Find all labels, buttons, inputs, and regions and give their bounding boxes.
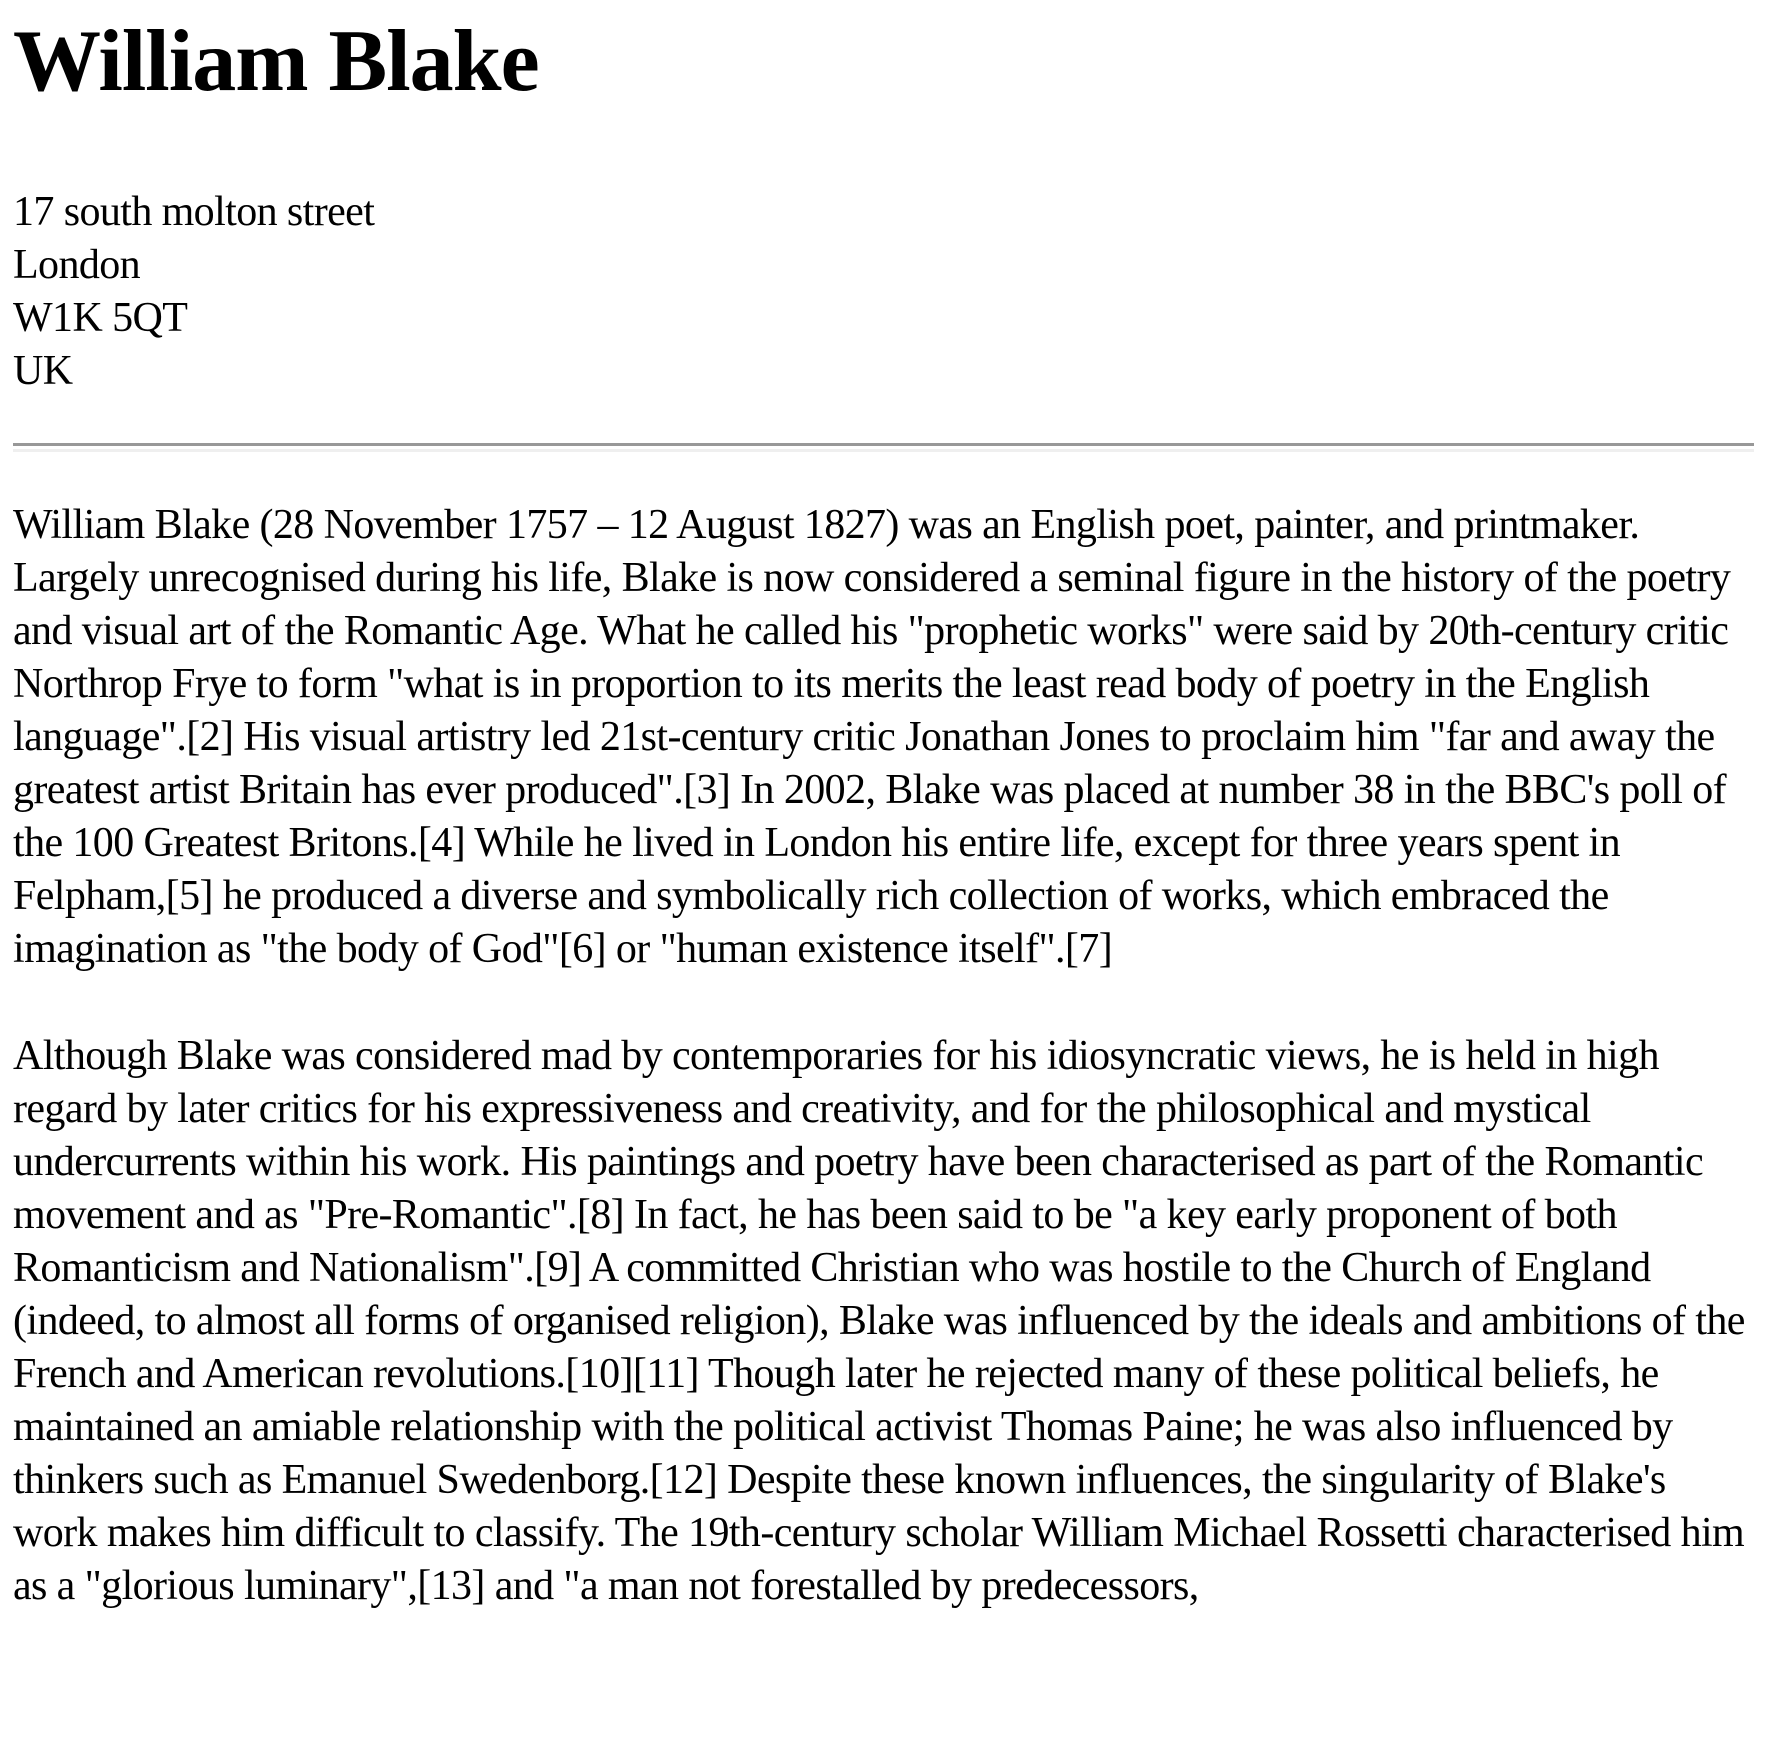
horizontal-divider [13,443,1754,452]
legacy-paragraph: Although Blake was considered mad by contemporaries for his idiosyncratic views, he is held in high regard by later critics for his expressiveness and creativity, and for the philosophical and mystical undercurrents within his work. His paintings and poetry have been characterised as part of the Romantic movement and as "Pre-Romantic".[8] In fact, he has been said to be "a key early proponent of both Romanticism and Nationalism".[9] A committed Christian who was hostile to the Church of England (indeed, to almost all forms of organised religion), Blake was influenced by the ideals and ambitions of the French and American revolutions.[10][11] Though later he rejected many of these political beliefs, he maintained an amiable relationship with the political activist Thomas Paine; he was also influenced by thinkers such as Emanuel Swedenborg.[12] Despite these known influences, the singularity of Blake's work makes him difficult to classify. The 19th-century scholar William Michael Rossetti characterised him as a "glorious luminary",[13] and "a man not forestalled by predecessors, [13,1033,1745,1609]
page-title: William Blake [13,13,539,110]
address-line-street: 17 south molton street [13,189,375,235]
address-line-postcode: W1K 5QT [13,295,188,341]
intro-paragraph: William Blake (28 November 1757 – 12 August 1827) was an English poet, painter, and printmaker. Largely unrecognised during his life, Blake is now considered a seminal figure in the history of the poetry and visual art of the Romantic Age. What he called his "prophetic works" were said by 20th-century critic Northrop Frye to form "what is in proportion to its merits the least read body of poetry in the English language".[2] His visual artistry led 21st-century critic Jonathan Jones to proclaim him "far and away the greatest artist Britain has ever produced".[3] In 2002, Blake was placed at number 38 in the BBC's poll of the 100 Greatest Britons.[4] While he lived in London his entire life, except for three years spent in Felpham,[5] he produced a diverse and symbolically rich collection of works, which embraced the imagination as "the body of God"[6] or "human existence itself".[7] [13,502,1731,972]
address-line-country: UK [13,348,73,394]
address-line-city: London [13,242,141,288]
address-block [13,186,1754,398]
